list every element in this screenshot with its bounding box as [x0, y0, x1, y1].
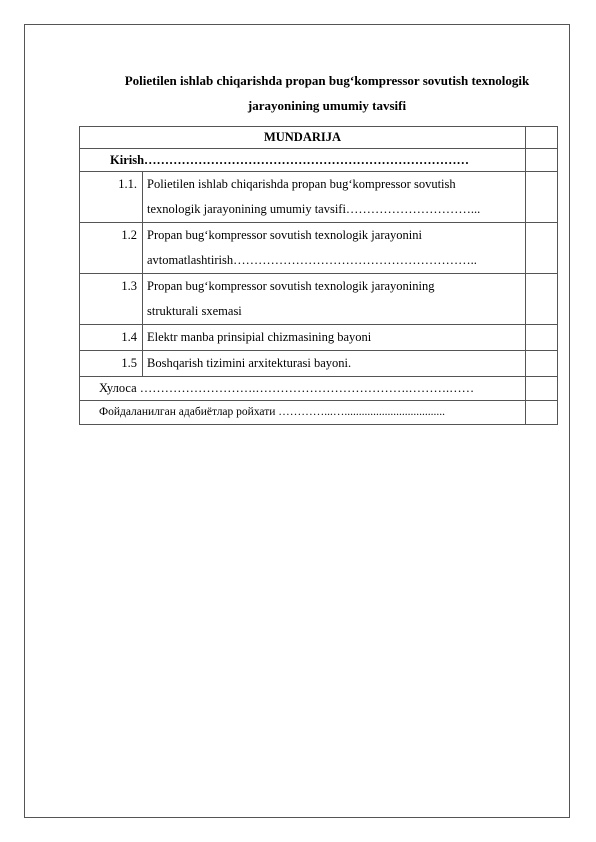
toc-item-number: 1.3: [80, 274, 143, 325]
toc-row-1-5: [80, 351, 558, 377]
page-cell: [526, 149, 558, 172]
toc-item-text: [143, 172, 526, 223]
page-cell: [526, 274, 558, 325]
toc-item-line: strukturali sxemasi: [147, 304, 242, 318]
toc-heading: MUNDARIJA: [80, 127, 526, 149]
toc-row-1-3: [80, 274, 558, 325]
page-cell: [526, 223, 558, 274]
page-cell: [526, 127, 558, 149]
toc-conclusion-row: [80, 377, 558, 401]
toc-item-text: [143, 223, 526, 274]
page-cell: [526, 351, 558, 377]
toc-item-number: 1.2: [80, 223, 143, 274]
toc-intro: Kirish……………………………………………………………………: [80, 149, 526, 172]
toc-row-1-1: [80, 172, 558, 223]
toc-item-line: Boshqarish tizimini arxitekturasi bayoni.: [147, 356, 352, 370]
toc-item-text: [143, 274, 526, 325]
toc-heading-row: [80, 127, 558, 149]
page-cell: [526, 401, 558, 425]
toc-item-text: [143, 351, 526, 377]
toc-item-number: 1.4: [80, 325, 143, 351]
toc-row-1-2: [80, 223, 558, 274]
page-cell: [526, 172, 558, 223]
page-cell: [526, 325, 558, 351]
toc-conclusion: Хулоса ……………………….……………………………….……….……: [80, 377, 526, 401]
toc-intro-row: [80, 149, 558, 172]
document-title: [90, 68, 564, 118]
toc-references-row: [80, 401, 558, 425]
toc-item-line: Elektr manba prinsipial chizmasining bayoni: [147, 330, 372, 344]
toc-item-number: 1.5: [80, 351, 143, 377]
title-line-2: jarayonining umumiy tavsifi: [247, 98, 407, 113]
toc-item-text: [143, 325, 526, 351]
toc-item-number: 1.1.: [80, 172, 143, 223]
page-cell: [526, 377, 558, 401]
toc-item-line: Polietilen ishlab chiqarishda propan bug‘kompressor sovutish: [147, 177, 456, 191]
toc-item-line: Propan bug‘kompressor sovutish texnologik jarayonini: [147, 228, 422, 242]
toc-item-line: Propan bug‘kompressor sovutish texnologik jarayonining: [147, 279, 435, 293]
toc-item-line: avtomatlashtirish…………………………………………………..: [147, 253, 477, 267]
table-of-contents: [79, 126, 558, 425]
toc-references: Фойдаланилган адабиётлар ройхати …………...…...................................: [80, 401, 526, 425]
title-line-1: Polietilen ishlab chiqarishda propan bug‘kompressor sovutish texnologik: [124, 73, 530, 88]
toc-row-1-4: [80, 325, 558, 351]
toc-item-line: texnologik jarayonining umumiy tavsifi…………………………...: [147, 202, 481, 216]
